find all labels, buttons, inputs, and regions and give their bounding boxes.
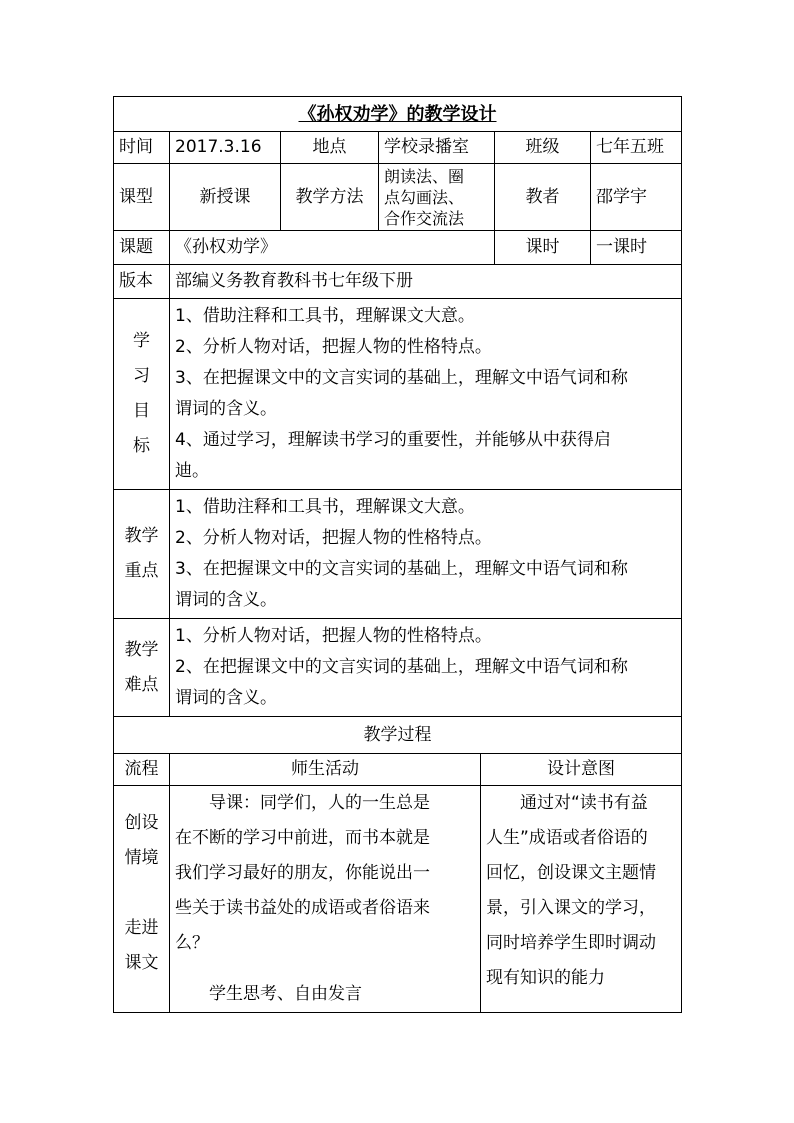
objective-line: 3、在把握课文中的文言实词的基础上，理解文中语气词和称 bbox=[175, 368, 628, 388]
period-label: 课时 bbox=[495, 231, 591, 265]
place-label: 地点 bbox=[281, 132, 379, 164]
time-value: 2017.3.16 bbox=[170, 132, 281, 164]
objectives-label-char: 目 bbox=[133, 401, 150, 421]
key-points-content bbox=[170, 490, 682, 619]
topic-label: 课题 bbox=[114, 231, 170, 265]
edition-value: 部编义务教育教科书七年级下册 bbox=[170, 265, 682, 299]
flow-line: 走进 bbox=[124, 918, 159, 938]
method-line: 合作交流法 bbox=[384, 208, 465, 228]
activity-line: 在不断的学习中前进，而书本就是 bbox=[175, 828, 430, 848]
type-label: 课型 bbox=[114, 164, 170, 231]
objective-line: 2、分析人物对话，把握人物的性格特点。 bbox=[175, 337, 492, 357]
activity-followup: 学生思考、自由发言 bbox=[209, 984, 362, 1004]
key-points-label-line: 教学 bbox=[124, 526, 159, 546]
intent-line: 现有知识的能力 bbox=[486, 968, 605, 988]
method-line: 点勾画法、 bbox=[384, 187, 465, 207]
method-value bbox=[379, 164, 495, 231]
activity-cell bbox=[170, 786, 481, 1013]
objectives-label-char: 习 bbox=[133, 366, 150, 386]
time-label: 时间 bbox=[114, 132, 170, 164]
difficulty-line: 1、分析人物对话，把握人物的性格特点。 bbox=[175, 626, 492, 646]
difficulties-content bbox=[170, 619, 682, 717]
objective-line: 1、借助注释和工具书，理解课文大意。 bbox=[175, 306, 475, 326]
intent-line: 同时培养学生即时调动 bbox=[486, 933, 656, 953]
objectives-content bbox=[170, 299, 682, 490]
intent-line: 通过对“读书有益 bbox=[520, 793, 648, 813]
objectives-label-char: 标 bbox=[133, 436, 150, 456]
objective-line: 4、通过学习，理解读书学习的重要性，并能够从中获得启 bbox=[175, 430, 611, 450]
key-point-line: 谓词的含义。 bbox=[175, 590, 277, 610]
intent-line: 人生”成语或者俗语的 bbox=[486, 828, 648, 848]
place-value: 学校录播室 bbox=[379, 132, 495, 164]
activity-line: 我们学习最好的朋友，你能说出一 bbox=[175, 863, 430, 883]
method-line: 朗读法、圈 bbox=[384, 166, 465, 186]
activity-line: 些关于读书益处的成语或者俗语来 bbox=[175, 898, 430, 918]
activity-line: 么？ bbox=[175, 933, 209, 953]
process-table bbox=[113, 753, 682, 1013]
difficulties-label bbox=[114, 619, 170, 717]
flow-line: 情境 bbox=[124, 848, 159, 868]
type-value: 新授课 bbox=[170, 164, 281, 231]
key-points-label-line: 重点 bbox=[124, 561, 159, 581]
objective-line: 迪。 bbox=[175, 461, 209, 481]
objectives-label-char: 学 bbox=[133, 331, 150, 351]
flow-line: 创设 bbox=[124, 813, 159, 833]
key-point-line: 1、借助注释和工具书，理解课文大意。 bbox=[175, 497, 475, 517]
activity-line: 导课：同学们，人的一生总是 bbox=[209, 793, 430, 813]
intent-header: 设计意图 bbox=[481, 754, 682, 786]
document-title: 《孙权劝学》的教学设计 bbox=[114, 97, 682, 132]
intent-line: 回忆，创设课文主题情 bbox=[486, 863, 656, 883]
key-point-line: 2、分析人物对话，把握人物的性格特点。 bbox=[175, 528, 492, 548]
flow-header: 流程 bbox=[114, 754, 170, 786]
flow-cell bbox=[114, 786, 170, 1013]
objective-line: 谓词的含义。 bbox=[175, 399, 277, 419]
key-points-label bbox=[114, 490, 170, 619]
class-label: 班级 bbox=[495, 132, 591, 164]
lesson-plan-page bbox=[113, 96, 681, 1013]
edition-label: 版本 bbox=[114, 265, 170, 299]
difficulties-label-line: 难点 bbox=[124, 674, 159, 695]
process-heading: 教学过程 bbox=[114, 717, 682, 754]
objectives-label bbox=[114, 299, 170, 490]
topic-value: 《孙权劝学》 bbox=[170, 231, 495, 265]
key-point-line: 3、在把握课文中的文言实词的基础上，理解文中语气词和称 bbox=[175, 559, 628, 579]
intent-cell bbox=[481, 786, 682, 1013]
flow-line: 课文 bbox=[124, 953, 159, 973]
class-value: 七年五班 bbox=[591, 132, 682, 164]
difficulty-line: 2、在把握课文中的文言实词的基础上，理解文中语气词和称 bbox=[175, 657, 628, 677]
period-value: 一课时 bbox=[591, 231, 682, 265]
difficulty-line: 谓词的含义。 bbox=[175, 688, 277, 708]
teacher-value: 邵学宇 bbox=[591, 164, 682, 231]
flow-line bbox=[119, 876, 164, 911]
teacher-label: 教者 bbox=[495, 164, 591, 231]
method-label: 教学方法 bbox=[281, 164, 379, 231]
lesson-plan-table bbox=[113, 96, 682, 754]
activity-header: 师生活动 bbox=[170, 754, 481, 786]
difficulties-label-line: 教学 bbox=[124, 639, 159, 660]
intent-line: 景，引入课文的学习， bbox=[486, 898, 656, 918]
